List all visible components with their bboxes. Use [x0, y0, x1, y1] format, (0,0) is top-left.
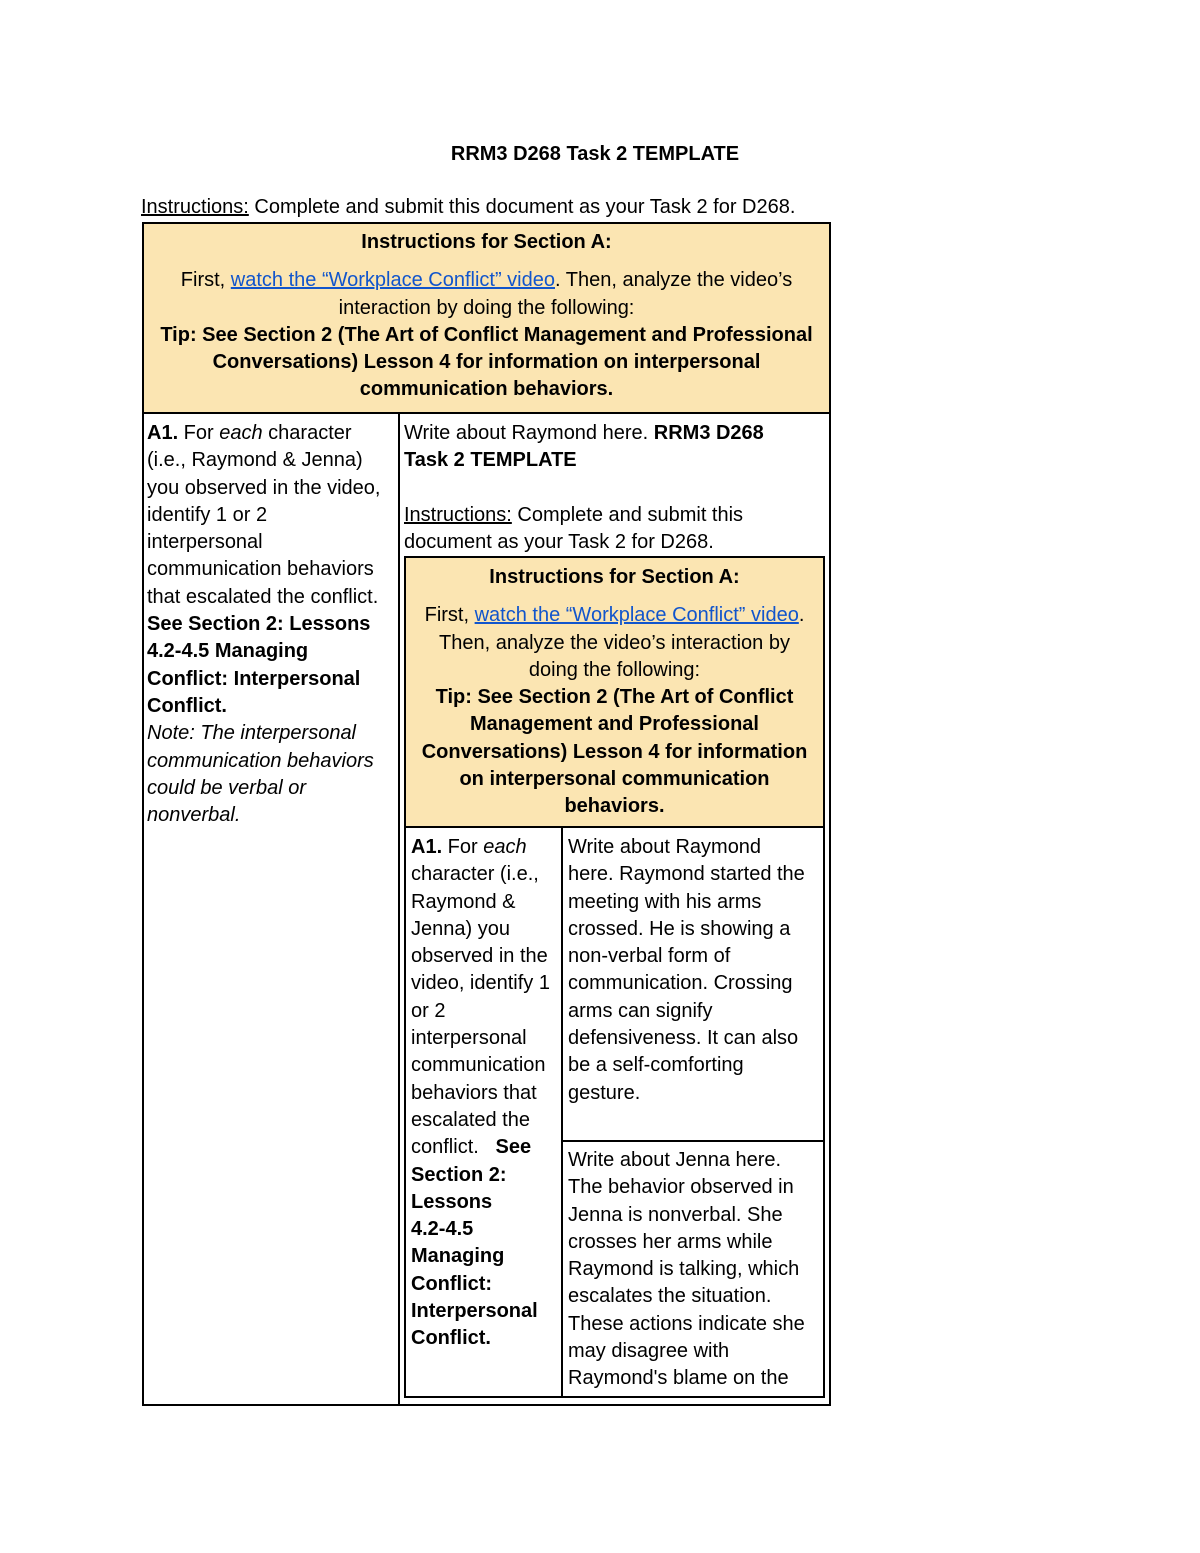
intro-text: Complete and submit this document as your Task 2 for D268.	[248, 196, 796, 218]
a1-see-line3: Conflict: Interpersonal	[147, 667, 361, 690]
nested-a1-bold-line: Conflict.	[411, 1327, 491, 1350]
raymond-answer-line: communication. Crossing	[568, 972, 793, 995]
nested-a1-line9: communication	[411, 1054, 546, 1077]
raymond-instr-line1	[404, 502, 828, 529]
nested-a1-line1	[411, 834, 561, 861]
nested-a1-line6: video, identify 1	[411, 972, 550, 995]
a1-note-line3: could be verbal or	[147, 776, 306, 799]
nested-a1-line7: or 2	[411, 999, 446, 1022]
a1-character: character	[262, 422, 352, 444]
intro-line	[141, 194, 795, 221]
raymond-answer-line: meeting with his arms	[568, 890, 762, 913]
nested-workplace-conflict-video-link[interactable]: watch the “Workplace Conflict” video	[474, 604, 799, 627]
a1-note-line4: nonverbal.	[147, 804, 241, 827]
nested-a1-line8: interpersonal	[411, 1027, 527, 1050]
a1-label: A1.	[147, 422, 179, 444]
a1-see-line4: Conflict.	[147, 694, 227, 717]
section-a-line2: interaction by doing the following:	[338, 296, 635, 319]
nested-a1-label: A1.	[411, 836, 443, 858]
a1-line7: that escalated the conflict.	[147, 585, 379, 608]
a1-line6: communication behaviors	[147, 558, 374, 581]
a1-each: each	[219, 422, 263, 444]
raymond-answer-line: here. Raymond started the	[568, 863, 805, 886]
raymond-answer-line: gesture.	[568, 1081, 641, 1104]
nested-link-after: .	[798, 604, 805, 627]
nested-a1-line3: Raymond &	[411, 890, 516, 913]
a1-note-line1: Note: The interpersonal	[147, 722, 357, 745]
nested-a1-bold-line: Managing	[411, 1245, 505, 1268]
nested-a1-line4: Jenna) you	[411, 917, 510, 940]
raymond-answer-line: defensiveness. It can also	[568, 1027, 799, 1050]
nested-a1-bold-line: Interpersonal	[411, 1300, 538, 1323]
jenna-answer-line: crosses her arms while	[568, 1230, 773, 1253]
jenna-answer-line: Write about Jenna here.	[568, 1149, 782, 1171]
section-a-tip-line3: communication behaviors.	[359, 378, 614, 401]
a1-see-line1: See Section 2: Lessons	[147, 613, 371, 636]
jenna-answer-line: The behavior observed in	[568, 1176, 794, 1199]
raymond-write-about: Write about Raymond here.	[404, 422, 654, 444]
nested-a1-conflict: conflict.	[411, 1136, 496, 1159]
nested-a1-bold-line: 4.2-4.5	[411, 1218, 474, 1241]
section-a-tip-line2: Conversations) Lesson 4 for information on interpersonal	[212, 351, 761, 374]
a1-for: For	[178, 422, 220, 444]
jenna-answer-line: These actions indicate she	[568, 1312, 805, 1335]
nested-a1-line10: behaviors that	[411, 1081, 537, 1104]
jenna-answer-line: escalates the situation.	[568, 1285, 772, 1308]
raymond-instr-label: Instructions:	[404, 503, 512, 526]
nested-tip-line4: on interpersonal communication	[459, 768, 770, 791]
nested-a1-text	[411, 834, 561, 1353]
raymond-cell-preamble	[404, 420, 828, 556]
a1-line1	[147, 420, 397, 447]
workplace-conflict-video-link[interactable]: watch the “Workplace Conflict” video	[230, 269, 555, 292]
raymond-answer-line: be a self-comforting	[568, 1054, 744, 1077]
nested-a1-each: each	[483, 836, 527, 858]
section-a-heading: Instructions for Section A:	[361, 231, 612, 253]
nested-a1-bold-line: Lessons	[411, 1190, 493, 1213]
raymond-answer-line: arms can signify	[568, 999, 713, 1022]
nested-section-a-instructions	[406, 564, 823, 821]
raymond-preamble-line1	[404, 420, 828, 447]
jenna-answer-line: may disagree with	[568, 1340, 730, 1363]
first-word: First,	[180, 269, 231, 292]
nested-a1-line2: character (i.e.,	[411, 863, 539, 886]
raymond-answer-line: Write about Raymond	[568, 836, 762, 858]
nested-first-word: First,	[424, 604, 475, 627]
a1-line4: identify 1 or 2	[147, 503, 268, 526]
section-a-line1	[144, 267, 829, 294]
nested-a1-line11: escalated the	[411, 1108, 530, 1131]
jenna-answer-text[interactable]	[568, 1147, 823, 1393]
a1-prompt-text	[147, 420, 397, 829]
raymond-instr-text: Complete and submit this	[511, 503, 744, 526]
raymond-answer-text[interactable]	[568, 834, 823, 1107]
document-title: RRM3 D268 Task 2 TEMPLATE	[450, 143, 740, 165]
a1-line5: interpersonal	[147, 531, 263, 554]
nested-a1-line5: observed in the	[411, 945, 548, 968]
section-a-instructions	[144, 229, 829, 404]
jenna-answer-line: Raymond's blame on the	[568, 1367, 789, 1390]
nested-a1-for: For	[442, 836, 484, 858]
raymond-pasted-title-part2: Task 2 TEMPLATE	[404, 449, 577, 472]
nested-a1-bold-line: Conflict:	[411, 1272, 493, 1295]
a1-line2: (i.e., Raymond & Jenna)	[147, 449, 363, 472]
nested-tip-line3: Conversations) Lesson 4 for information	[421, 740, 808, 763]
nested-tip-line5: behaviors.	[564, 795, 665, 818]
nested-section-a-line2: Then, analyze the video’s interaction by	[439, 631, 790, 654]
nested-tip-line2: Management and Professional	[470, 713, 759, 736]
section-a-tip-line1: Tip: See Section 2 (The Art of Conflict Management and Professional	[160, 323, 813, 346]
nested-section-a-heading: Instructions for Section A:	[489, 566, 740, 588]
jenna-answer-line: Raymond is talking, which	[568, 1258, 800, 1281]
raymond-answer-line: non-verbal form of	[568, 945, 731, 968]
raymond-pasted-title-part1: RRM3 D268	[653, 422, 764, 444]
nested-section-a-line1	[406, 602, 823, 629]
nested-a1-see: See	[495, 1136, 532, 1159]
jenna-answer-line: Jenna is nonverbal. She	[568, 1203, 783, 1226]
raymond-instr-line2: document as your Task 2 for D268.	[404, 530, 714, 553]
raymond-answer-line: crossed. He is showing a	[568, 917, 791, 940]
a1-note-line2: communication behaviors	[147, 749, 374, 772]
nested-tip-line1: Tip: See Section 2 (The Art of Conflict	[435, 686, 794, 709]
a1-line3: you observed in the video,	[147, 476, 381, 499]
intro-label: Instructions:	[141, 196, 249, 218]
nested-a1-bold-line: Section 2:	[411, 1163, 507, 1186]
nested-section-a-line3: doing the following:	[528, 658, 701, 681]
a1-see-line2: 4.2-4.5 Managing	[147, 640, 309, 663]
nested-a1-line12	[411, 1134, 561, 1161]
after-link-text: . Then, analyze the video’s	[555, 269, 793, 292]
